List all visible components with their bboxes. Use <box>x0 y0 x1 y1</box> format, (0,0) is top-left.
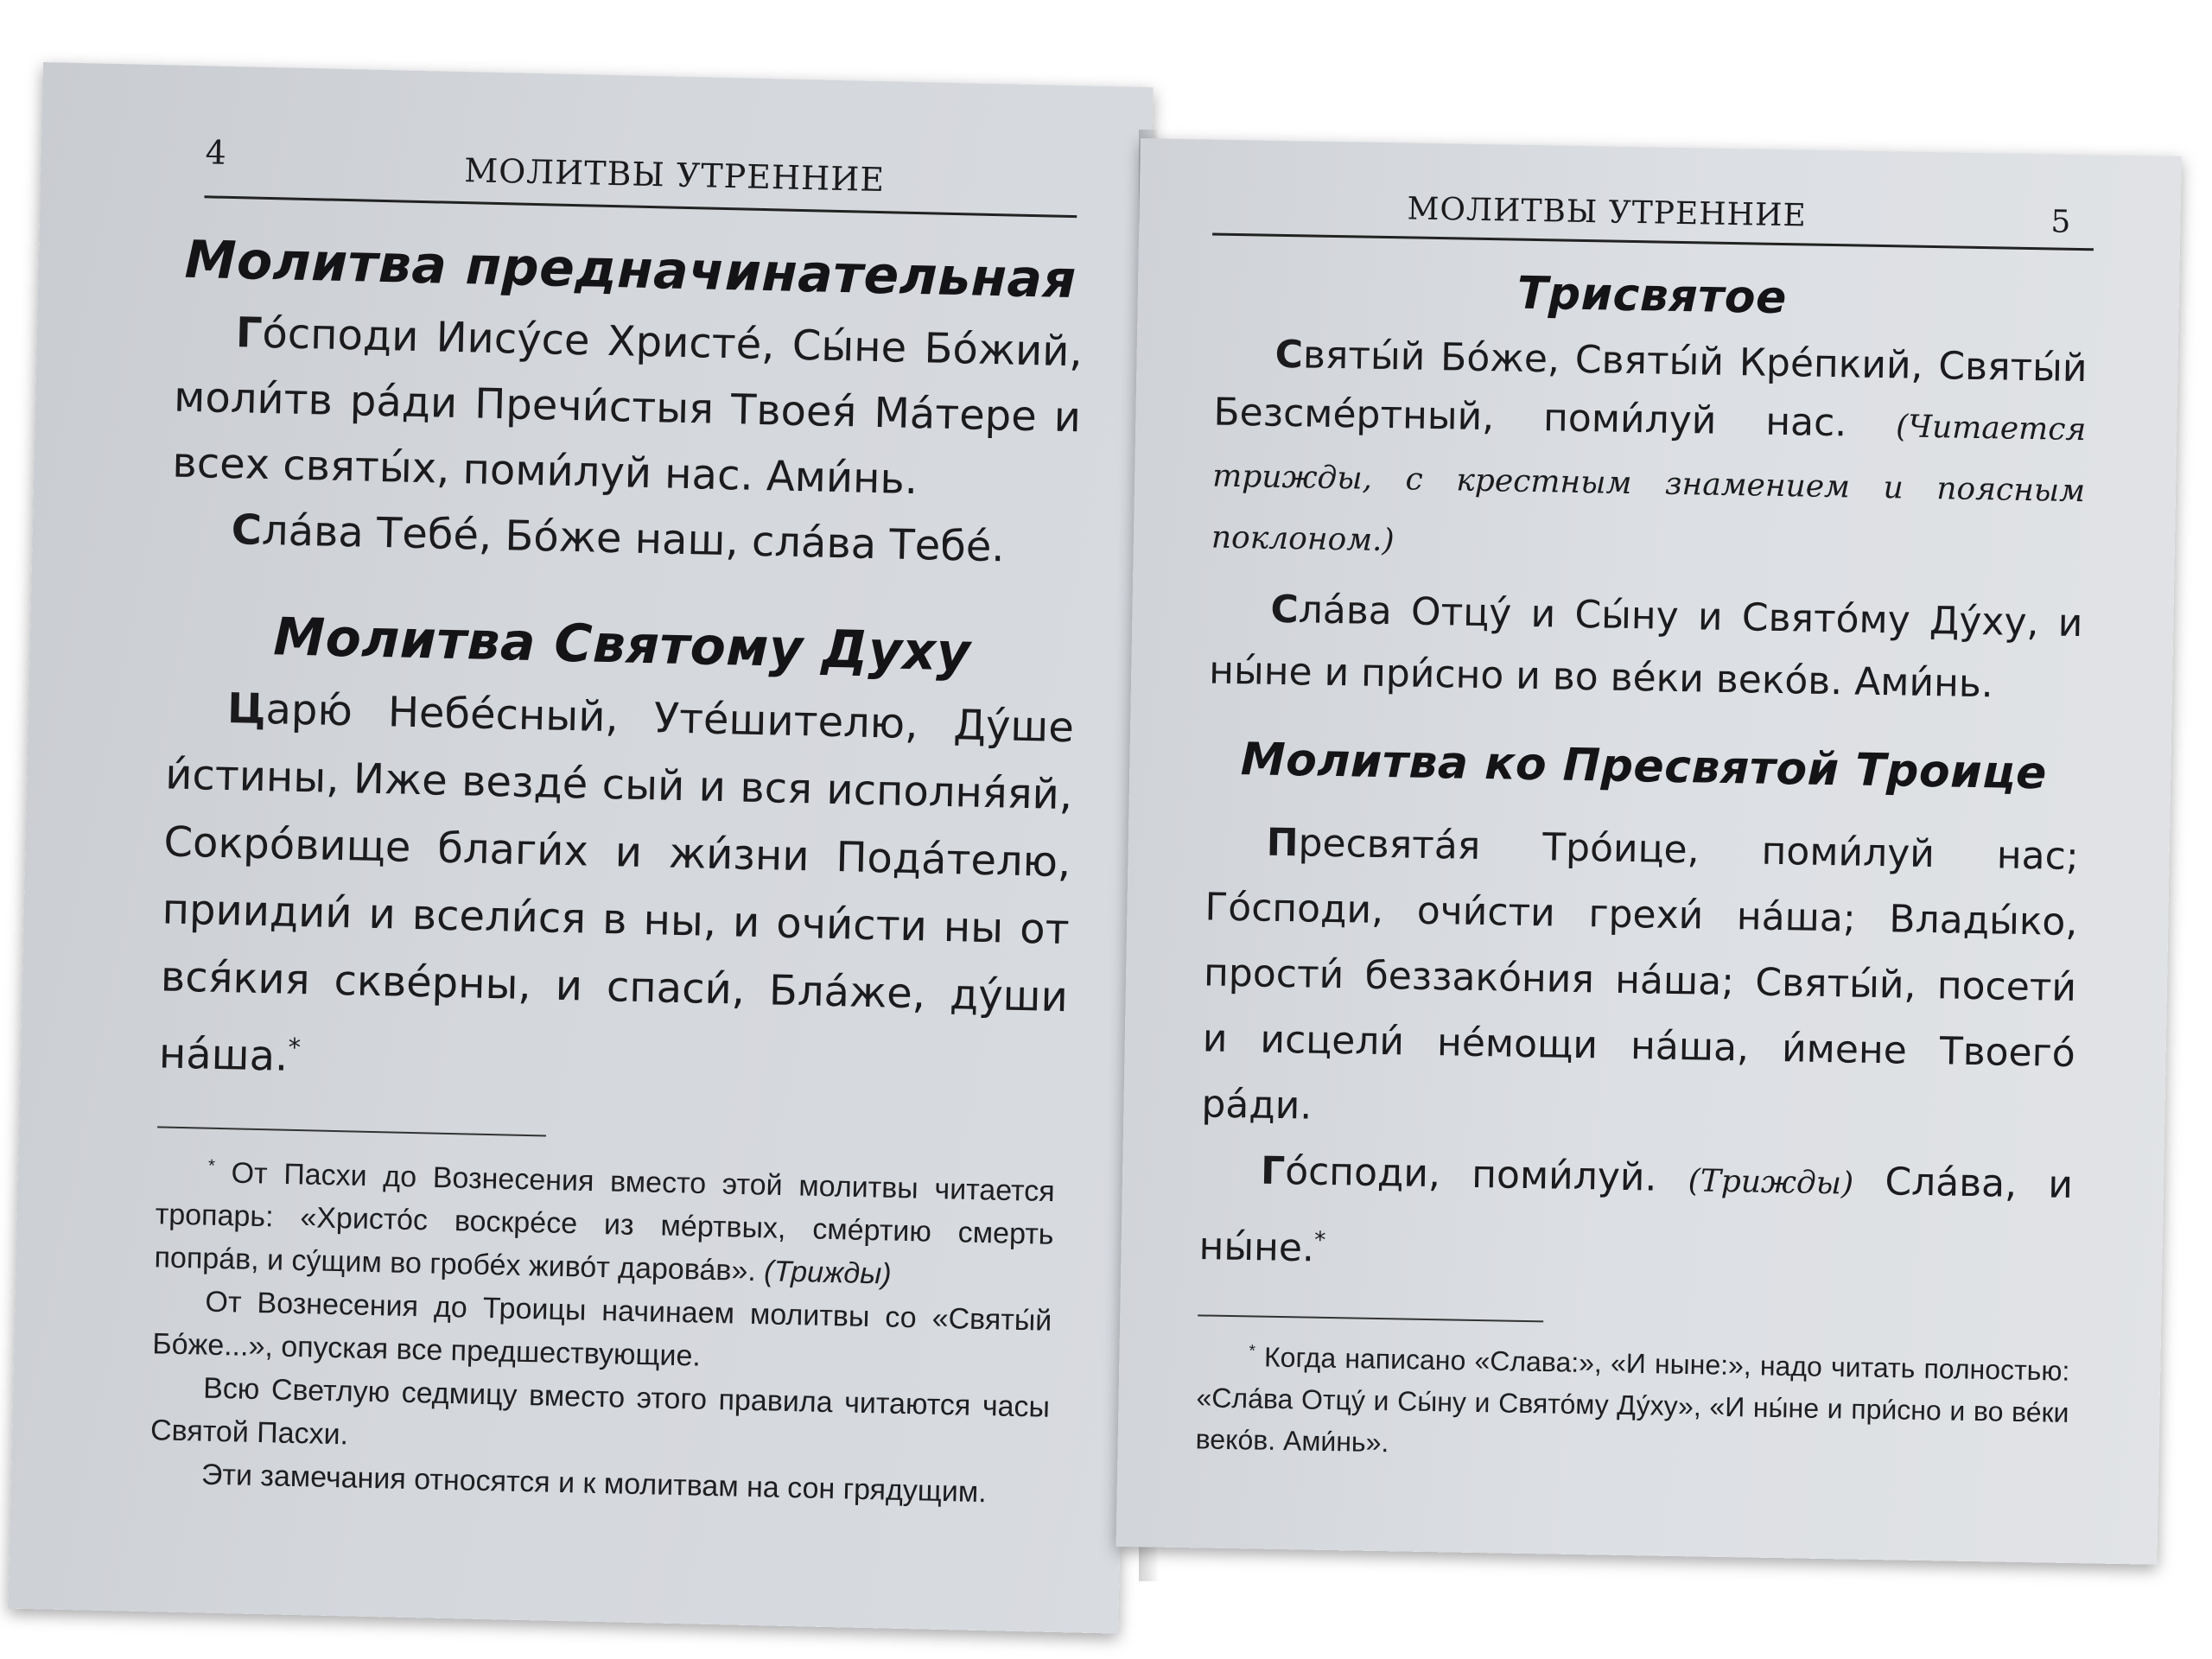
drop-letter: П <box>1266 820 1300 866</box>
header-rule <box>1212 232 2094 251</box>
drop-letter: С <box>1270 587 1300 632</box>
drop-letter: С <box>1274 332 1304 378</box>
page-number: 4 <box>205 133 227 172</box>
section-title: Молитва Святому Духу <box>272 607 972 683</box>
paragraph-text: ла́ва Отцу́ и Сы́ну и Свято́му Ду́ху, и ны́не и при́сно и во ве́ки веко́в. Ами́нь. <box>1208 588 2083 707</box>
section-title: Молитва ко Пресвятой Троице <box>1240 734 2048 800</box>
prayer-paragraph <box>1209 577 2083 717</box>
prayer-paragraph <box>1198 1137 2074 1294</box>
footnote-rule <box>1198 1314 1543 1322</box>
running-header: МОЛИТВЫ УТРЕННИЕ <box>1407 191 1808 234</box>
right-page <box>1116 138 2182 1565</box>
drop-letter: С <box>231 505 263 555</box>
paragraph-text: вяты́й Бо́же, Святы́й Кре́пкий, Святы́й Безсме́ртный, поми́луй нас. <box>1213 333 2088 446</box>
footnote-mark: * <box>207 1156 216 1176</box>
right-footnotes <box>1195 1330 2069 1474</box>
footnote-mark: * <box>1313 1226 1326 1254</box>
footnote-text: От Пасхи до Вознесения вместо этой молитвы читается тропарь: «Христо́с воскре́се из ме́ртвых, сме́ртию смерть попра́в, и су́щим во гробе́х живо́т дарова́в». <box>154 1156 1056 1288</box>
left-content <box>158 221 1084 1109</box>
paragraph-text: Сла́ва, и ны́не. <box>1198 1160 2074 1271</box>
footnote-text: От Вознесения до Троицы начинаем молитвы со «Святы́й Бо́же...», опуская все предшествующие. <box>151 1285 1052 1373</box>
running-header: МОЛИТВЫ УТРЕННИЕ <box>463 151 886 200</box>
page-number: 5 <box>2050 204 2071 240</box>
footnote-rule <box>157 1126 546 1136</box>
prayer-paragraph <box>172 299 1084 517</box>
prayer-paragraph <box>1201 809 2079 1153</box>
footnote-mark: * <box>1249 1342 1256 1361</box>
section-title: Трисвятое <box>1516 267 1788 325</box>
paragraph-text: ресвята́я Тро́ице, поми́луй нас; Го́споди, очи́сти грехи́ на́ша; Влады́ко, прости́ беззако́ния на́ша; Святы́й, посети́ и исцели́ не́мощи на́ша, и́мене Твоего́ ра́ди. <box>1201 821 2080 1128</box>
paragraph-text: о́споди Иису́се Христе́, Сы́не Бо́жий, моли́тв ра́ди Пречи́стыя Твоея́ Ма́тере и всех святы́х, поми́луй нас. Ами́нь. <box>171 308 1084 505</box>
prayer-paragraph <box>1211 325 2088 583</box>
section-title: Молитва предначинательная <box>184 229 1077 311</box>
drop-letter: Ц <box>226 684 267 734</box>
header-rule <box>204 195 1077 218</box>
paragraph-text: арю́ Небе́сный, Уте́шителю, Ду́ше и́стины, Иже везде́ сый и вся исполня́яй, Сокро́вище благи́х и жи́зни Пода́телю, приидии́ и всели́ся в ны, и очи́сти ны от вся́кия скве́рны, и спаси́, Бла́же, ду́ши на́ша. <box>158 685 1075 1081</box>
right-content <box>1198 252 2089 1295</box>
rubric-note: (Трижды) <box>1688 1163 1854 1202</box>
footnote-text: Всю Светлую седмицу вместо этого правила читаются часы Святой Пасхи. <box>149 1371 1051 1452</box>
prayer-paragraph <box>158 673 1075 1108</box>
drop-letter: Г <box>1260 1148 1286 1194</box>
left-page <box>8 62 1153 1634</box>
drop-letter: Г <box>235 308 264 358</box>
footnote-text: Эти замечания относятся и к молитвам на сон грядущим. <box>200 1458 988 1510</box>
paragraph-text: о́споди, поми́луй. <box>1284 1149 1657 1200</box>
paragraph-text: ла́ва Тебе́, Бо́же наш, сла́ва Тебе́. <box>261 505 1006 572</box>
footnote <box>1195 1330 2069 1474</box>
rubric-note: (Читается трижды, с крестным знамением и поясным поклоном.) <box>1211 409 2087 559</box>
left-footnotes <box>149 1143 1055 1516</box>
footnote-text: Когда написано «Слава:», «И ныне:», надо читать полностью: «Сла́ва Отцу́ и Сы́ну и Свято́му Ду́ху», «И ны́не и при́сно и во ве́ки веко́в. Ами́нь». <box>1195 1341 2070 1458</box>
footnote-mark: * <box>288 1032 302 1063</box>
footnote-italic: (Трижды) <box>763 1255 892 1291</box>
footnote <box>154 1143 1055 1300</box>
